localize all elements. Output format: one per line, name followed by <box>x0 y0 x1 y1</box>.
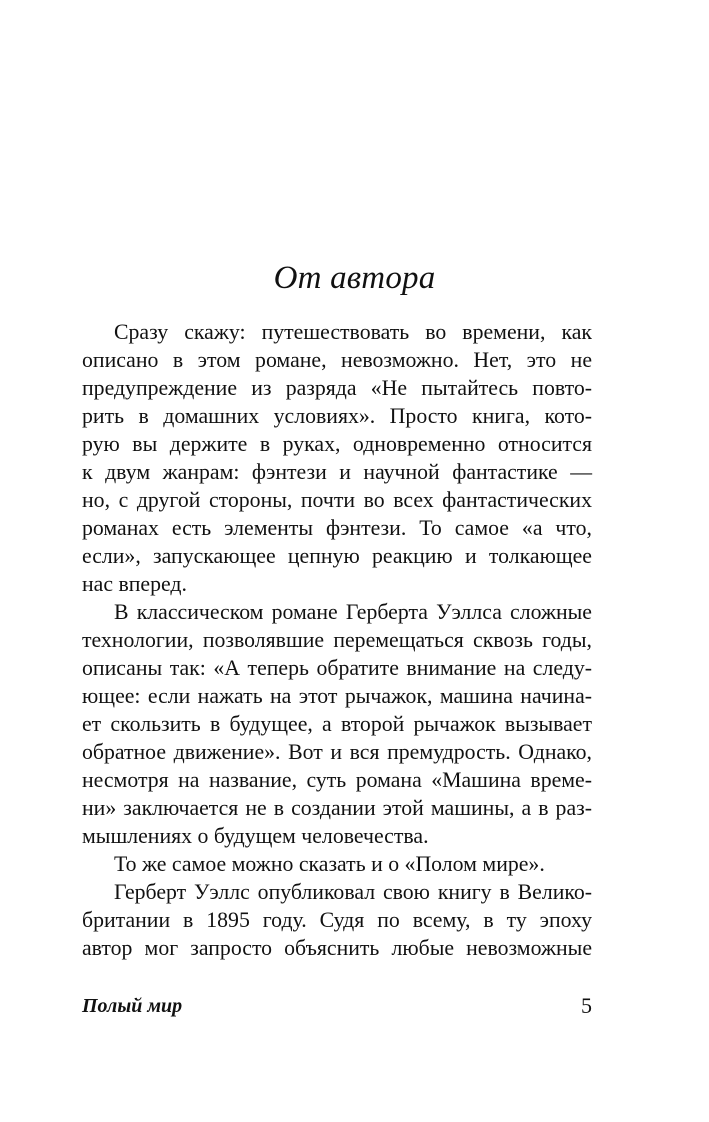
chapter-title: От автора <box>273 260 436 296</box>
text-line: рую вы держите в руках, одновременно относится <box>82 432 592 456</box>
text-line: мышлениях о будущем человечества. <box>82 824 429 848</box>
text-line: предупреждение из разряда «Не пытайтесь повто- <box>82 376 592 400</box>
page-number: 5 <box>581 993 592 1018</box>
text-line: несмотря на название, суть романа «Машина време- <box>82 768 592 792</box>
text-line: технологии, позволявшие перемещаться сквозь годы, <box>82 628 592 652</box>
text-line: ющее: если нажать на этот рычажок, машина начина- <box>82 684 592 708</box>
text-line: но, с другой стороны, почти во всех фантастических <box>82 488 592 512</box>
text-line: В классическом романе Герберта Уэллса сложные <box>114 600 592 624</box>
text-line: нас вперед. <box>82 572 187 596</box>
text-line: к двум жанрам: фэнтези и научной фантастике — <box>82 460 592 484</box>
text-line: ет скользить в будущее, а второй рычажок вызывает <box>82 712 592 736</box>
running-footer-title: Полый мир <box>82 995 183 1017</box>
text-line: романах есть элементы фэнтези. То самое «а что, <box>82 516 592 540</box>
text-line: ни» заключается не в создании этой машины, а в раз- <box>82 796 592 820</box>
text-line: обратное движение». Вот и вся премудрость. Однако, <box>82 740 592 764</box>
text-line: автор мог запросто объяснить любые невозможные <box>82 936 592 960</box>
text-line: британии в 1895 году. Судя по всему, в ту эпоху <box>82 908 592 932</box>
text-line: описаны так: «А теперь обратите внимание на следу- <box>82 656 592 680</box>
text-line: описано в этом романе, невозможно. Нет, это не <box>82 348 592 372</box>
text-line: То же самое можно сказать и о «Полом мире». <box>114 852 545 876</box>
text-line: если», запускающее цепную реакцию и толкающее <box>82 544 592 568</box>
text-line: Сразу скажу: путешествовать во времени, как <box>114 320 592 344</box>
text-line: Герберт Уэллс опубликовал свою книгу в Велико- <box>114 880 592 904</box>
text-line: рить в домашних условиях». Просто книга, кото- <box>82 404 592 428</box>
